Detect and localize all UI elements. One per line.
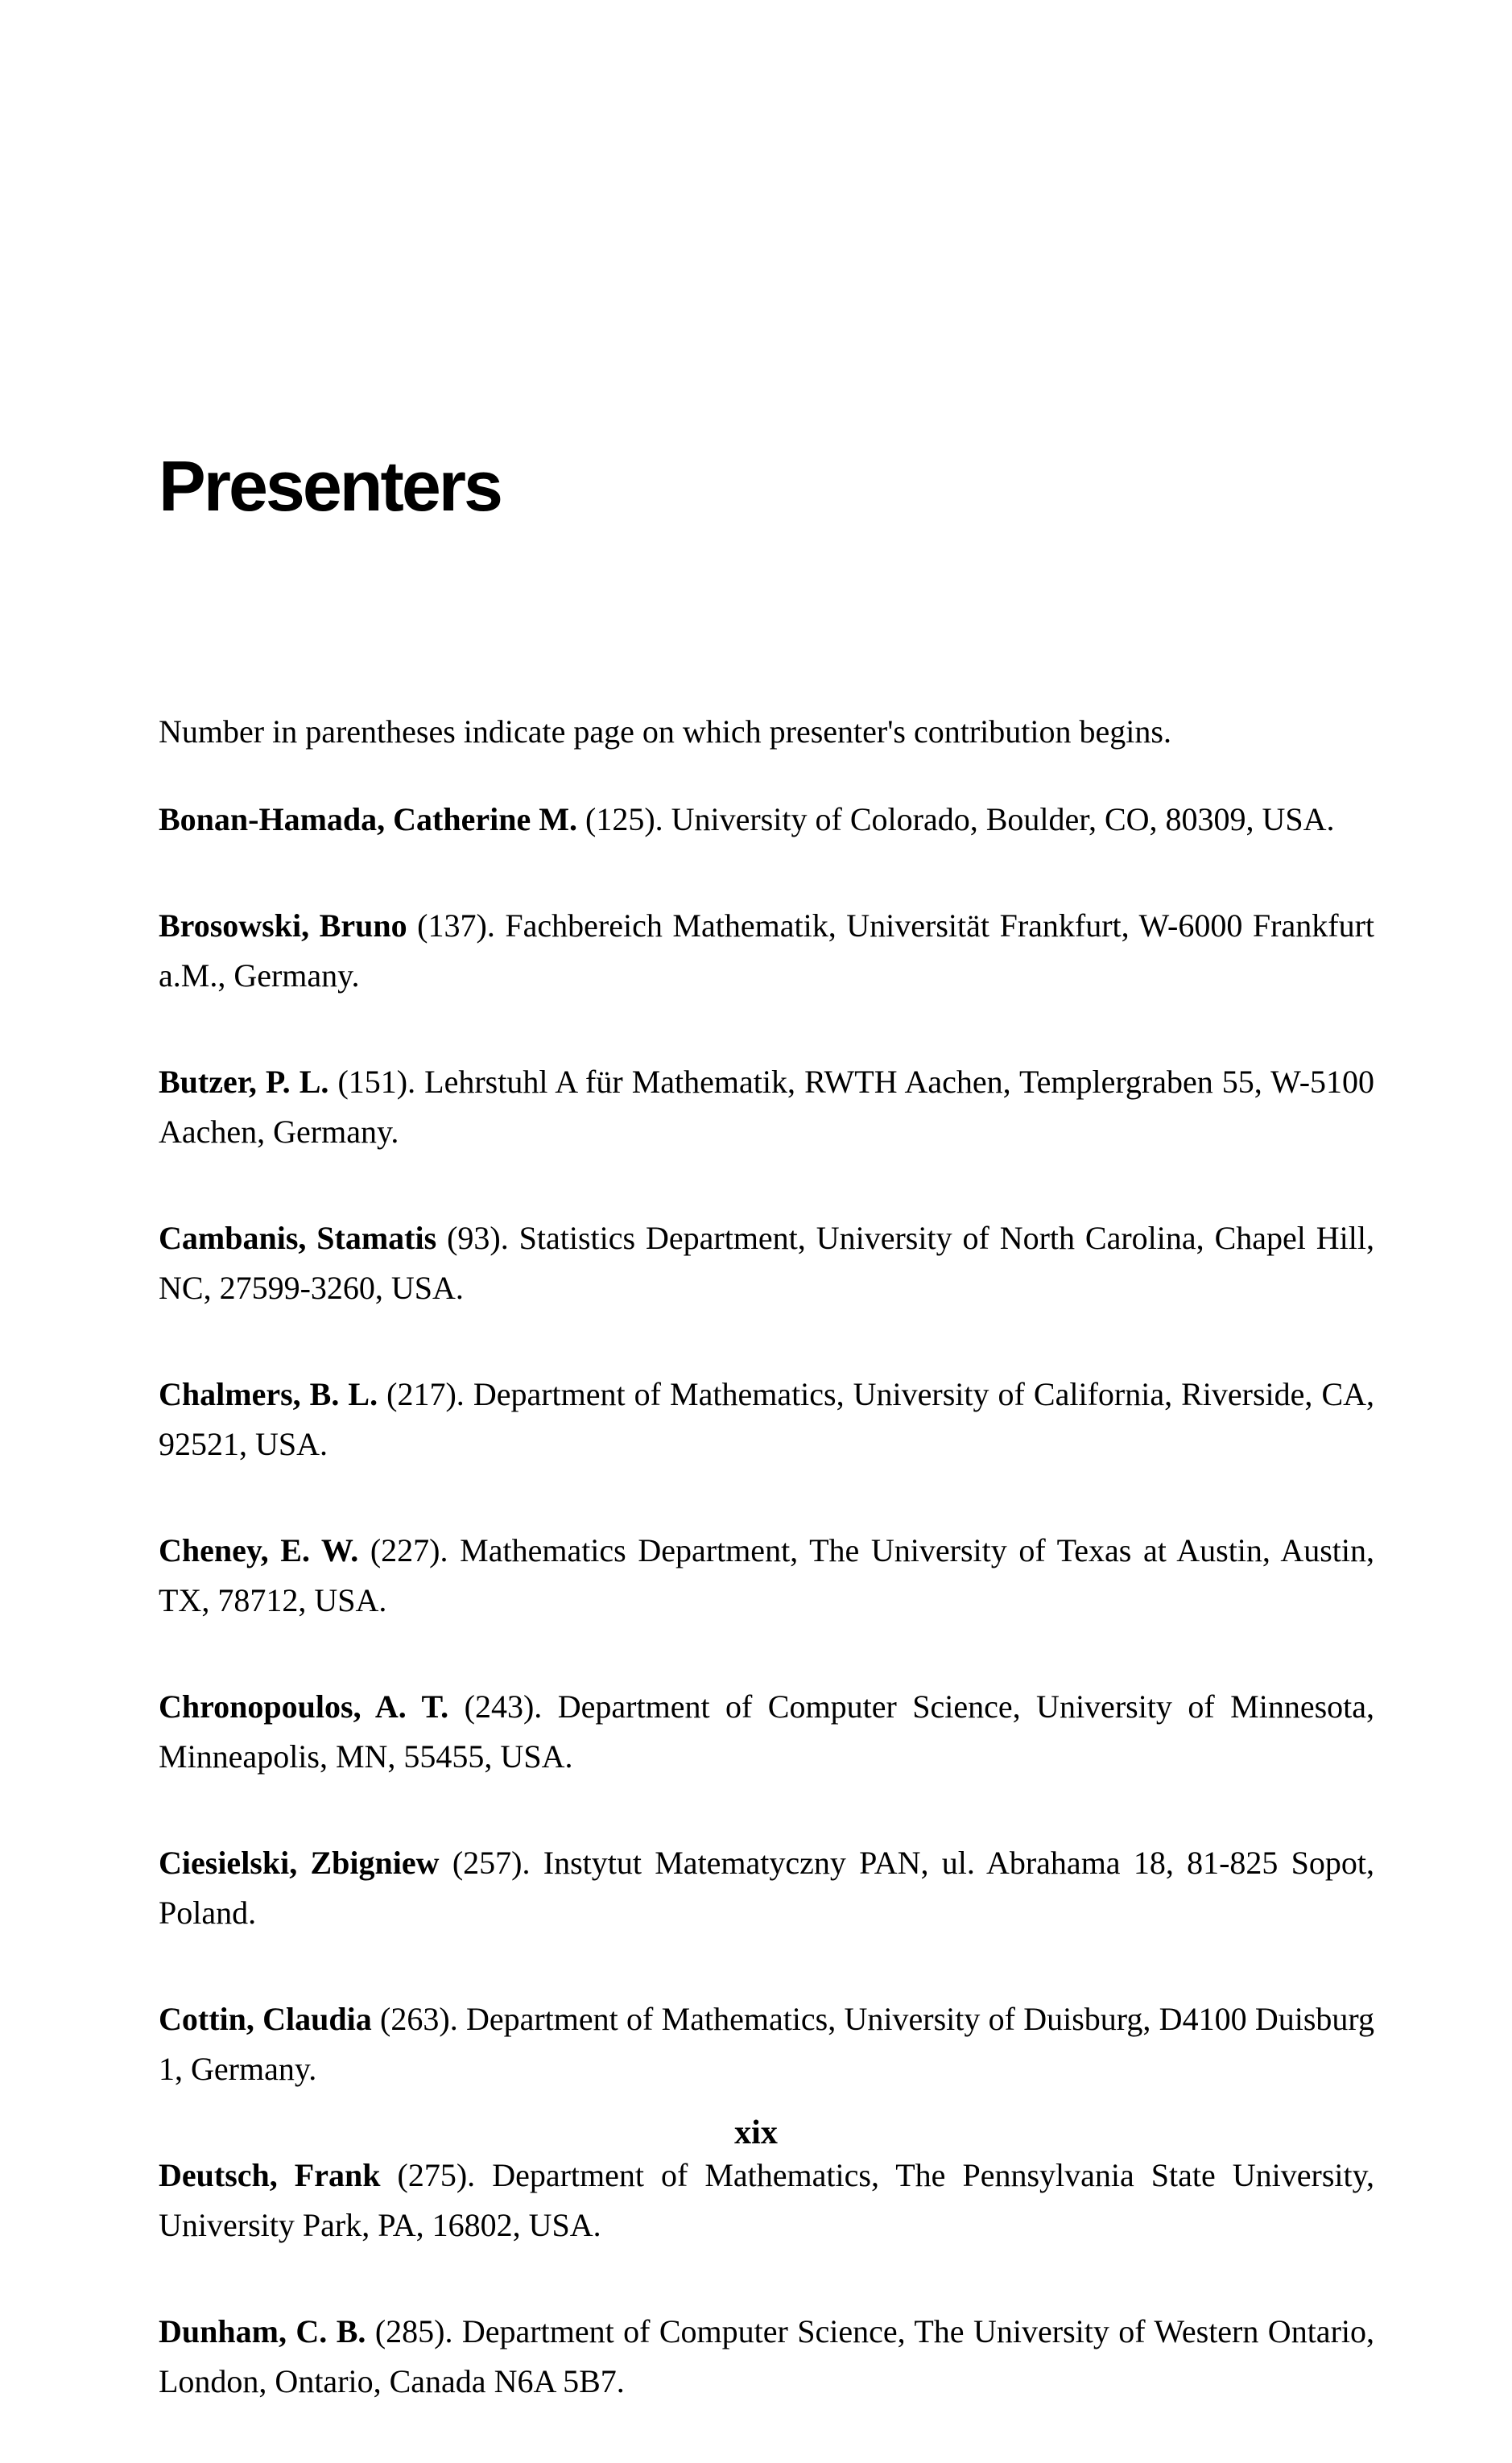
page-number: (125). bbox=[585, 801, 663, 837]
presenter-affiliation: Mathematics Department, The University of Texas at Austin, Austin, TX, 78712, USA. bbox=[159, 1532, 1375, 1618]
page-number: (263). bbox=[380, 2001, 458, 2037]
page-number: (243). bbox=[464, 1688, 543, 1725]
presenter-entry bbox=[159, 901, 1374, 1001]
presenter-name: Cheney, E. W. bbox=[159, 1532, 359, 1568]
presenter-affiliation: Statistics Department, University of North Carolina, Chapel Hill, NC, 27599-3260, USA. bbox=[159, 1220, 1374, 1306]
presenter-affiliation: Department of Computer Science, University of Minnesota, Minneapolis, MN, 55455, USA. bbox=[159, 1688, 1375, 1775]
presenter-name: Ciesielski, Zbigniew bbox=[159, 1845, 440, 1881]
page-number: (151). bbox=[337, 1064, 416, 1100]
presenter-entry bbox=[159, 1994, 1374, 2094]
presenter-list bbox=[159, 707, 1374, 2463]
presenter-entry bbox=[159, 1526, 1374, 1626]
presenter-name: Butzer, P. L. bbox=[159, 1064, 329, 1100]
page-number: (285). bbox=[374, 2313, 453, 2349]
page-number: (257). bbox=[452, 1845, 531, 1881]
presenter-affiliation: Department of Mathematics, University of Duisburg, D4100 Duisburg 1, Germany. bbox=[159, 2001, 1375, 2087]
page-title: Presenters bbox=[159, 446, 501, 526]
presenter-affiliation: Lehrstuhl A für Mathematik, RWTH Aachen, Templergraben 55, W-5100 Aachen, Germany. bbox=[159, 1064, 1375, 1150]
presenter-entry bbox=[159, 1682, 1374, 1782]
presenter-affiliation: Fachbereich Mathematik, Universität Frankfurt, W-6000 Frankfurt a.M., Germany. bbox=[159, 907, 1375, 994]
presenter-name: Deutsch, Frank bbox=[159, 2157, 381, 2193]
presenter-affiliation: Department of Computer Science, The University of Western Ontario, London, Ontario, Canada N6A 5B7. bbox=[159, 2313, 1374, 2399]
page-number: (93). bbox=[447, 1220, 509, 1256]
presenter-name: Bonan-Hamada, Catherine M. bbox=[159, 801, 577, 837]
page-number: (137). bbox=[417, 907, 495, 944]
presenter-name: Dunham, C. B. bbox=[159, 2313, 366, 2349]
presenter-entry bbox=[159, 2307, 1374, 2407]
presenter-name: Cambanis, Stamatis bbox=[159, 1220, 437, 1256]
presenter-entry bbox=[159, 2151, 1374, 2250]
presenter-entry bbox=[159, 795, 1374, 845]
presenter-name: Cottin, Claudia bbox=[159, 2001, 372, 2037]
presenter-entry bbox=[159, 1213, 1374, 1313]
presenter-entry bbox=[159, 1057, 1374, 1157]
presenter-name: Chronopoulos, A. T. bbox=[159, 1688, 449, 1725]
presenter-affiliation: Department of Mathematics, The Pennsylvania State University, University Park, PA, 16802, USA. bbox=[159, 2157, 1375, 2243]
page-number: (275). bbox=[397, 2157, 476, 2193]
presenter-name: Chalmers, B. L. bbox=[159, 1376, 378, 1412]
presenter-entry bbox=[159, 1838, 1374, 1938]
presenter-entry bbox=[159, 1370, 1374, 1469]
page-number: (217). bbox=[386, 1376, 465, 1412]
presenter-affiliation: Department of Mathematics, University of California, Riverside, CA, 92521, USA. bbox=[159, 1376, 1375, 1462]
presenter-affiliation: University of Colorado, Boulder, CO, 80309, USA. bbox=[671, 801, 1335, 837]
page-folio: xix bbox=[734, 2114, 778, 2151]
page-number: (227). bbox=[370, 1532, 448, 1568]
intro-note: Number in parentheses indicate page on which presenter's contribution begins. bbox=[159, 713, 1171, 750]
presenter-name: Brosowski, Bruno bbox=[159, 907, 407, 944]
presenter-affiliation: Instytut Matematyczny PAN, ul. Abrahama 18, 81-825 Sopot, Poland. bbox=[159, 1845, 1375, 1931]
